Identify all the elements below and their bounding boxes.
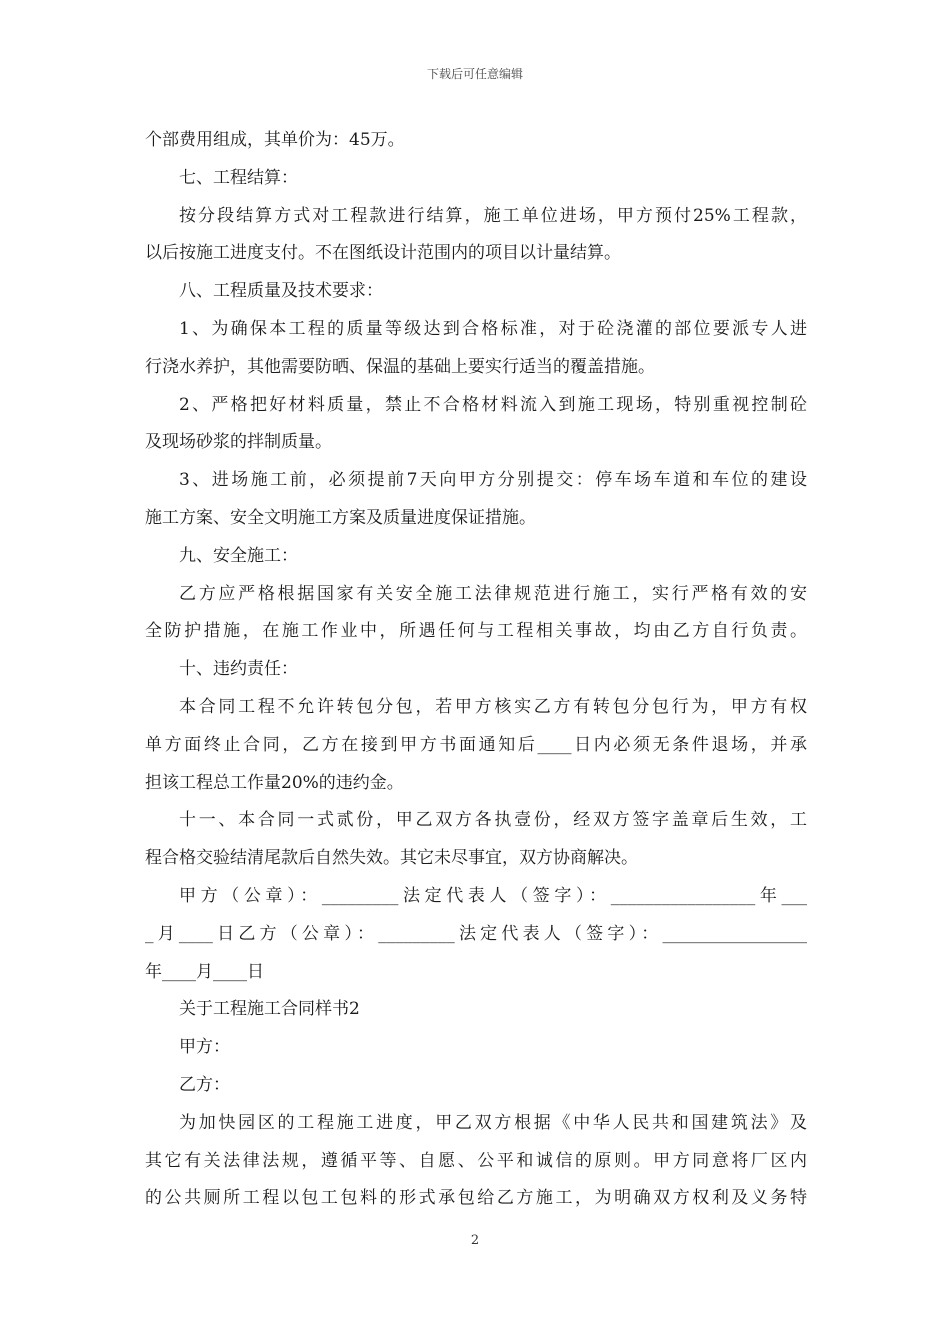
text-line: 按分段结算方式对工程款进行结算，施工单位进场，甲方预付25%工程款， xyxy=(179,205,807,226)
text-line: 关于工程施工合同样书2 xyxy=(179,999,360,1020)
text-line: 其它有关法律法规，遵循平等、自愿、公平和诚信的原则。甲方同意将厂区内 xyxy=(145,1150,807,1171)
text-line: 甲方（公章）：_________法定代表人（签字）：_________________年___ xyxy=(179,885,807,906)
text-line: 为加快园区的工程施工进度，甲乙双方根据《中华人民共和国建筑法》及 xyxy=(179,1112,807,1133)
text-line: 3、进场施工前，必须提前7天向甲方分别提交：停车场车道和车位的建设 xyxy=(179,470,807,491)
text-line: 2、严格把好材料质量，禁止不合格材料流入到施工现场，特别重视控制砼 xyxy=(179,394,807,415)
text-line: 单方面终止合同，乙方在接到甲方书面通知后____日内必须无条件退场，并承 xyxy=(145,734,807,755)
text-line: 乙方应严格根据国家有关安全施工法律规范进行施工，实行严格有效的安 xyxy=(179,583,807,604)
text-line: 九、安全施工： xyxy=(179,545,298,566)
text-line: 个部费用组成，其单价为：45万。 xyxy=(145,130,405,150)
text-line: 行浇水养护，其他需要防晒、保温的基础上要实行适当的覆盖措施。 xyxy=(145,356,655,377)
text-line: 本合同工程不允许转包分包，若甲方核实乙方有转包分包行为，甲方有权 xyxy=(179,696,807,717)
text-line: 十一、本合同一式贰份，甲乙双方各执壹份，经双方签字盖章后生效，工 xyxy=(179,810,807,831)
text-line: _月____日乙方（公章）：_________法定代表人（签字）：_________________ xyxy=(145,923,807,944)
text-line: 乙方： xyxy=(179,1074,230,1095)
text-line: 十、违约责任： xyxy=(179,659,298,680)
text-line: 七、工程结算： xyxy=(179,167,298,188)
text-line: 施工方案、安全文明施工方案及质量进度保证措施。 xyxy=(145,507,536,528)
text-line: 以后按施工进度支付。不在图纸设计范围内的项目以计量结算。 xyxy=(145,243,621,264)
text-line: 及现场砂浆的拌制质量。 xyxy=(145,432,332,453)
text-line: 年____月____日 xyxy=(145,961,264,982)
text-line: 程合格交验结清尾款后自然失效。其它未尽事宜，双方协商解决。 xyxy=(145,848,638,869)
document-body xyxy=(145,122,807,1218)
text-line: 1、为确保本工程的质量等级达到合格标准，对于砼浇灌的部位要派专人进 xyxy=(179,318,807,339)
text-line: 全防护措施，在施工作业中，所遇任何与工程相关事故，均由乙方自行负责。 xyxy=(145,621,807,642)
text-line: 八、工程质量及技术要求： xyxy=(179,281,383,302)
text-line: 担该工程总工作量20%的违约金。 xyxy=(145,772,404,793)
page-header-note: 下载后可任意编辑 xyxy=(426,67,523,81)
text-line: 甲方： xyxy=(179,1037,230,1058)
page-number: 2 xyxy=(470,1233,480,1248)
text-line: 的公共厕所工程以包工包料的形式承包给乙方施工，为明确双方权利及义务特 xyxy=(145,1188,807,1209)
